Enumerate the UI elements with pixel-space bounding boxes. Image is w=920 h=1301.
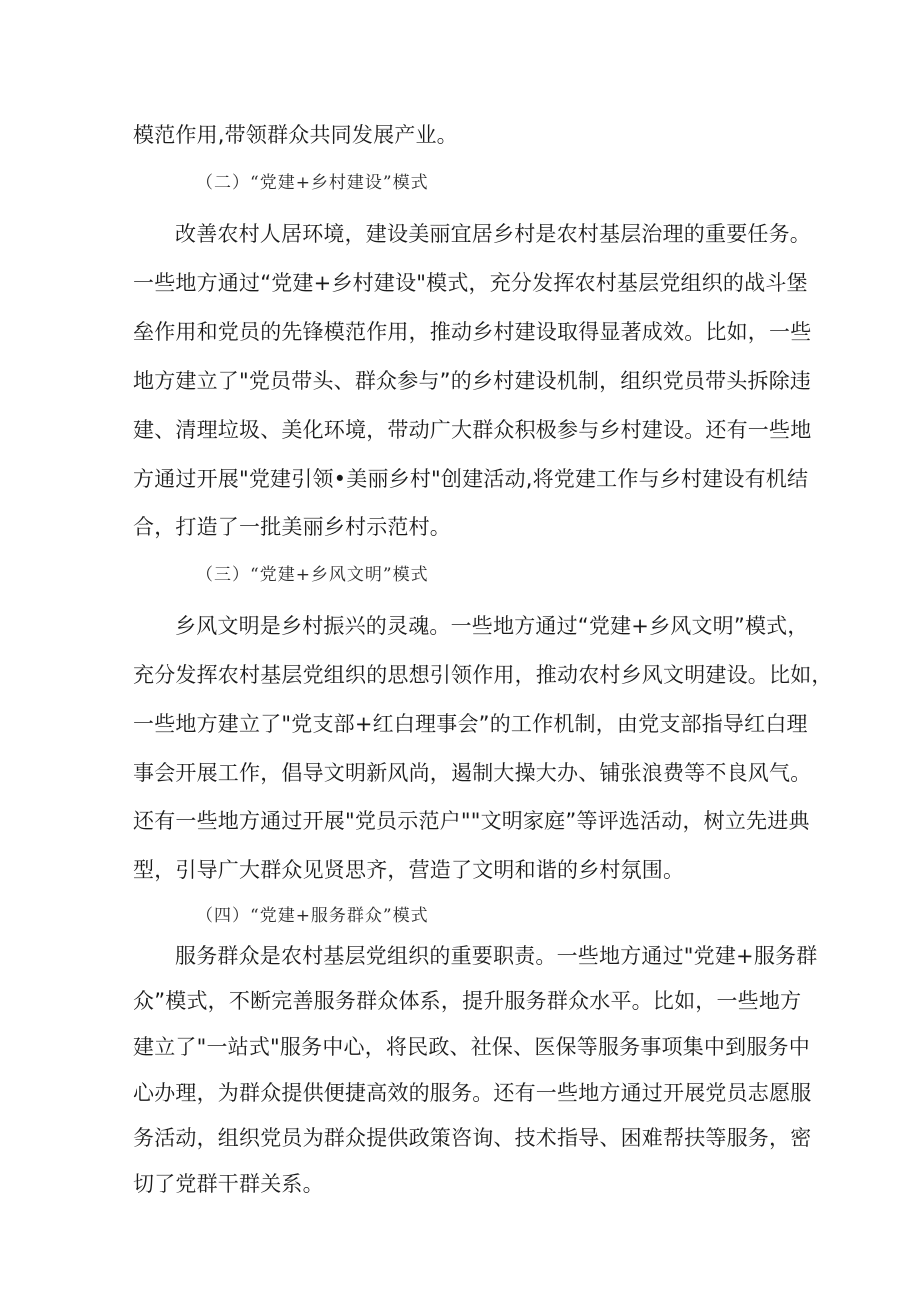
paragraph-line: 模范作用,带领群众共同发展产业。: [133, 123, 458, 147]
section-heading-3: （三）“党建+乡风文明”模式: [196, 565, 429, 585]
paragraph-line: 改善农村人居环境，建设美丽宜居乡村是农村基层治理的重要任务。: [175, 222, 811, 246]
paragraph-line: 充分发挥农村基层党组织的思想引领作用，推动农村乡风文明建设。比如，: [133, 663, 833, 687]
paragraph-line: 服务群众是农村基层党组织的重要职责。一些地方通过"党建+服务群: [175, 944, 818, 968]
paragraph-line: 一些地方建立了"党支部+红白理事会”的工作机制，由党支部指导红白理: [133, 712, 808, 736]
section-heading-2: （二）“党建+乡村建设”模式: [196, 173, 429, 193]
paragraph-line: 众”模式，不断完善服务群众体系，提升服务群众水平。比如，一些地方: [133, 989, 802, 1013]
paragraph-line: 事会开展工作，倡导文明新风尚，遏制大操大办、铺张浪费等不良风气。: [133, 761, 812, 785]
paragraph-line: 型，引导广大群众见贤思齐，营造了文明和谐的乡村氛围。: [133, 858, 685, 882]
paragraph-line: 建、清理垃圾、美化环境，带动广大群众积极参与乡村建设。还有一些地: [133, 418, 812, 442]
paragraph-line: 垒作用和党员的先锋模范作用，推动乡村建设取得显著成效。比如，一些: [133, 320, 812, 344]
paragraph-line: 切了党群干群关系。: [133, 1172, 324, 1196]
paragraph-line: 务活动，组织党员为群众提供政策咨询、技术指导、困难帮扶等服务，密: [133, 1126, 812, 1150]
paragraph-line: 心办理，为群众提供便捷高效的服务。还有一些地方通过开展党员志愿服: [133, 1081, 812, 1105]
paragraph-line: 一些地方通过“党建+乡村建设"模式，充分发挥农村基层党组织的战斗堡: [133, 271, 808, 295]
paragraph-line: 建立了"一站式"服务中心，将民政、社保、医保等服务事项集中到服务中: [133, 1035, 810, 1059]
section-heading-4: （四）“党建+服务群众”模式: [196, 906, 429, 926]
paragraph-line: 合，打造了一批美丽乡村示范村。: [133, 515, 451, 539]
paragraph-line: 地方建立了"党员带头、群众参与”的乡村建设机制，组织党员带头拆除违: [133, 369, 812, 393]
paragraph-line: 还有一些地方通过开展"党员示范户""文明家庭”等评选活动，树立先进典: [133, 809, 810, 833]
paragraph-line: 乡风文明是乡村振兴的灵魂。一些地方通过“党建+乡风文明”模式，: [175, 614, 809, 638]
paragraph-line: 方通过开展"党建引领•美丽乡村"创建活动,将党建工作与乡村建设有机结: [133, 467, 809, 491]
